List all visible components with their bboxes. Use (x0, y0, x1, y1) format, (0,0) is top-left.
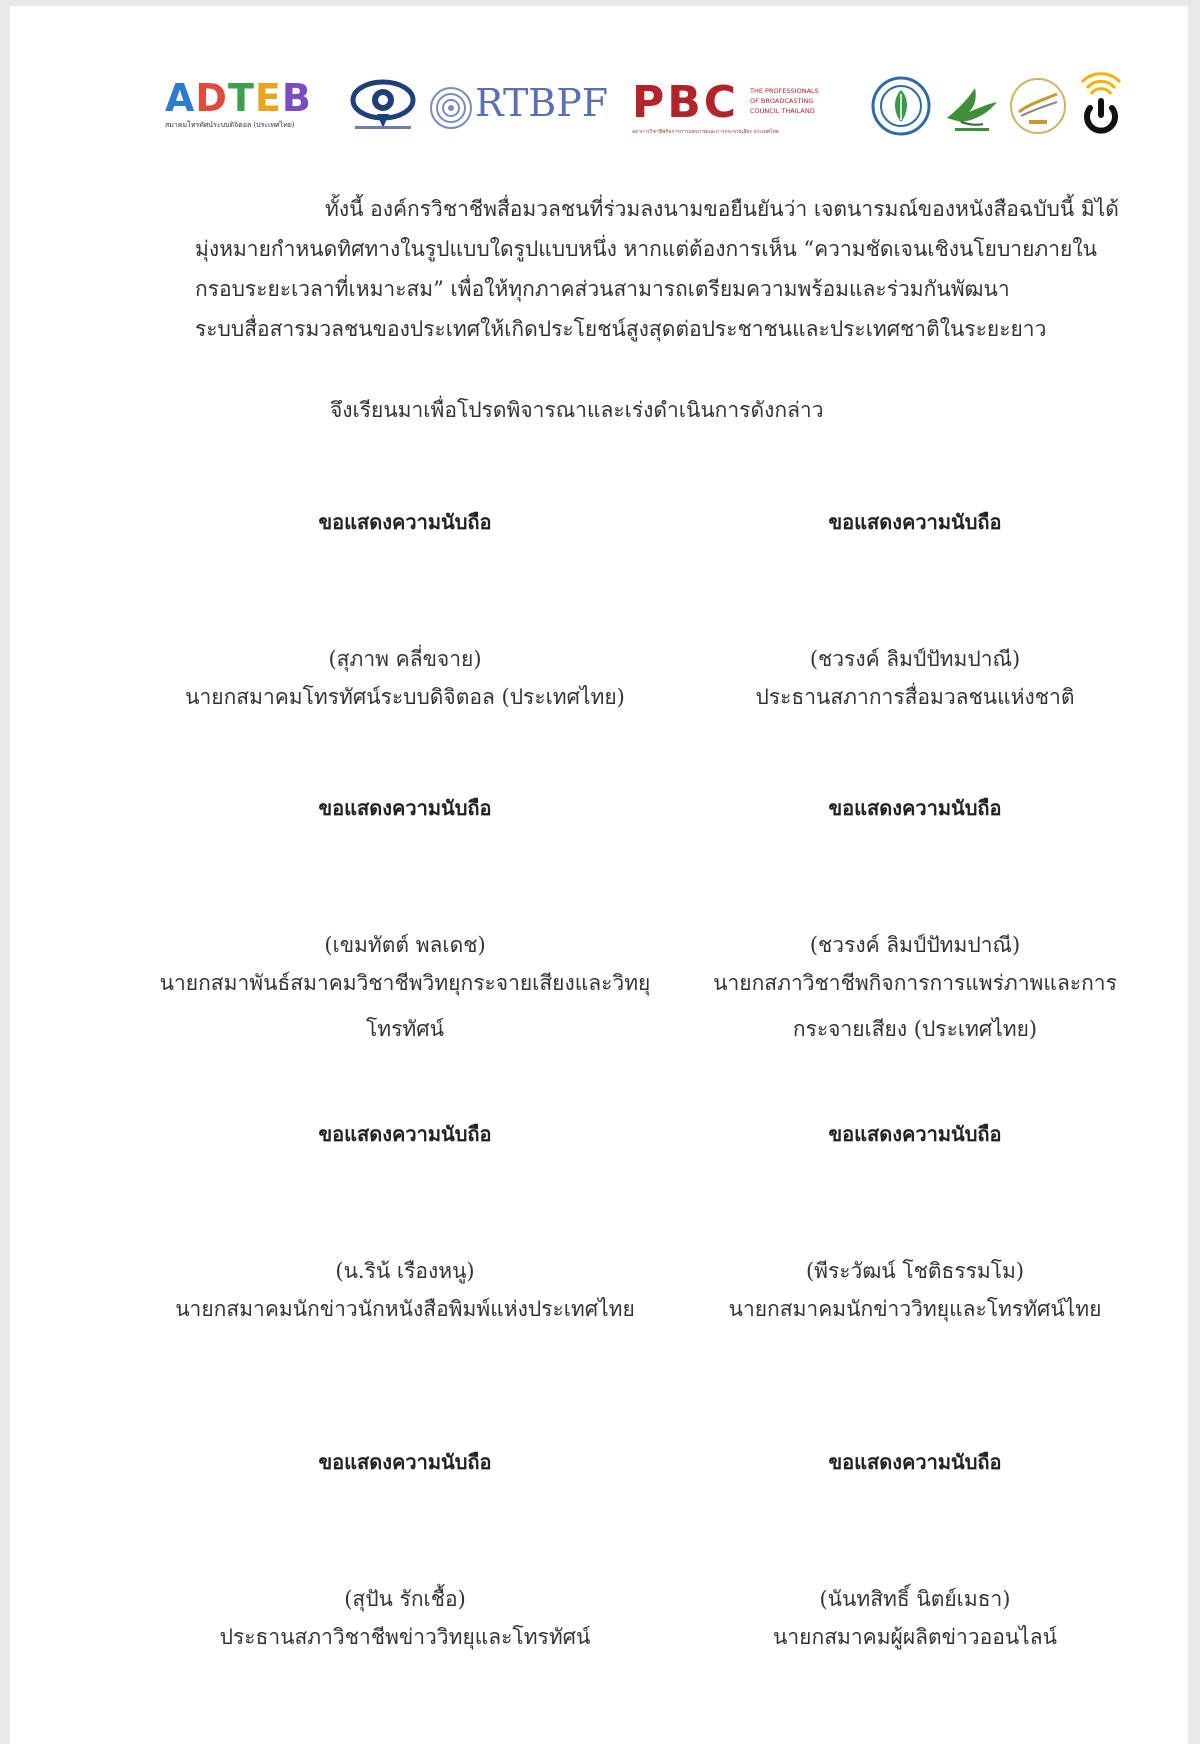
signatory-title (145, 1286, 665, 1332)
signature-greeting: ขอแสดงความนับถือ (318, 1450, 492, 1474)
pbc-subtitle: สภาการวิชาชีพกิจการการแพร่ภาพและการกระจายเสียง ประเทศไทย (632, 129, 779, 135)
signature-greeting: ขอแสดงความนับถือ (828, 1450, 1002, 1474)
body-line: กรอบระยะเวลาที่เหมาะสม” เพื่อให้ทุกภาคส่วนสามารถเตรียมความพร้อมและร่วมกันพัฒนา (195, 277, 1010, 301)
adteb-subtitle: สมาคมโทรทัศน์ระบบดิจิตอล (ประเทศไทย) (165, 121, 295, 129)
signatory-name: (สุภาพ คลี่ขจาย) (328, 647, 482, 671)
body-paragraph (195, 189, 1140, 349)
signatory-title-line: นายกสมาคมโทรทัศน์ระบบดิจิตอล (ประเทศไทย) (185, 685, 625, 709)
signature-greeting: ขอแสดงความนับถือ (828, 796, 1002, 820)
signature-block (145, 792, 665, 1041)
signatory-name: (สุปัน รักเชื้อ) (344, 1587, 466, 1611)
seal-bird-logo-icon (1007, 76, 1069, 136)
signature-greeting: ขอแสดงความนับถือ (318, 1122, 492, 1146)
pbc-side-line: OF BROADCASTING (750, 97, 814, 105)
signatory-title-line: โทรทัศน์ (366, 1017, 444, 1041)
signature-block (655, 1446, 1175, 1649)
pbc-side-line: COUNCIL THAILAND (750, 107, 815, 115)
signatory-title-line: นายกสภาวิชาชีพกิจการการแพร่ภาพและการ (713, 971, 1117, 995)
signatory-title-line: กระจายเสียง (ประเทศไทย) (792, 1017, 1038, 1041)
signatory-name: (นันทสิทธิ์ นิตย์เมธา) (819, 1587, 1011, 1611)
signatory-title-line: นายกสมาคมนักข่าววิทยุและโทรทัศน์ไทย (728, 1297, 1102, 1321)
signatory-title (655, 674, 1175, 720)
signature-greeting: ขอแสดงความนับถือ (318, 510, 492, 534)
signature-greeting: ขอแสดงความนับถือ (318, 796, 492, 820)
signatory-name: (ชวรงค์ ลิมป์ปัทมปาณี) (809, 933, 1021, 957)
eye-logo-icon (347, 74, 419, 132)
body-line: มุ่งหมายกำหนดทิศทางในรูปแบบใดรูปแบบหนึ่ง หากแต่ต้องการเห็น “ความชัดเจนเชิงนโยบายภายใน (195, 237, 1097, 261)
pbc-side-text (750, 86, 819, 116)
signatory-title-line: ประธานสภาวิชาชีพข่าววิทยุและโทรทัศน์ (219, 1625, 591, 1649)
signatory-title-line: นายกสมาพันธ์สมาคมวิชาชีพวิทยุกระจายเสียงและวิทยุ (159, 971, 651, 995)
logo-strip (165, 68, 1135, 148)
signature-block (145, 506, 665, 709)
closing-line: จึงเรียนมาเพื่อโปรดพิจารณาและเร่งดำเนินการดังกล่าว (330, 398, 824, 422)
signature-block (145, 1446, 665, 1649)
adteb-logo (165, 78, 315, 128)
signatory-title-line: นายกสมาคมนักข่าวนักหนังสือพิมพ์แห่งประเทศไทย (175, 1297, 635, 1321)
dove-logo-icon (941, 78, 1001, 136)
signatory-title-line: ประธานสภาการสื่อมวลชนแห่งชาติ (755, 685, 1075, 709)
signature-block (655, 506, 1175, 709)
pbc-logo (632, 77, 852, 138)
pbc-wordmark: PBC (632, 77, 740, 128)
signatory-name: (พีระวัฒน์ โชติธรรมโม) (805, 1259, 1025, 1283)
signature-block (655, 792, 1175, 1041)
signatory-title (145, 1614, 665, 1660)
rtbpf-wordmark: RTBPF (475, 81, 609, 125)
adteb-wordmark: ADTEB (165, 76, 312, 120)
rtbpf-logo (429, 80, 614, 136)
power-logo-icon (1077, 70, 1125, 136)
document-page (10, 6, 1188, 1744)
signature-block (655, 1118, 1175, 1321)
body-line: ทั้งนี้ องค์กรวิชาชีพสื่อมวลชนที่ร่วมลงนามขอยืนยันว่า เจตนารมณ์ของหนังสือฉบับนี้ มิได้ (325, 197, 1119, 221)
signatory-title (145, 960, 665, 1052)
signatory-title (655, 1614, 1175, 1660)
signature-greeting: ขอแสดงความนับถือ (828, 510, 1002, 534)
pbc-side-line: THE PROFESSIONALS (750, 87, 819, 95)
signatory-name: (ชวรงค์ ลิมป์ปัทมปาณี) (809, 647, 1021, 671)
rtbpf-rings-icon (429, 86, 473, 130)
signature-greeting: ขอแสดงความนับถือ (828, 1122, 1002, 1146)
seal-logo-icon (871, 76, 931, 136)
signatory-title (655, 960, 1175, 1052)
signature-block (145, 1118, 665, 1321)
signatory-title-line: นายกสมาคมผู้ผลิตข่าวออนไลน์ (773, 1625, 1057, 1649)
signatory-name: (น.ริน้ เรืองหนู) (335, 1259, 475, 1283)
signatory-title (145, 674, 665, 720)
signatory-title (655, 1286, 1175, 1332)
signatory-name: (เขมทัตต์ พลเดช) (324, 933, 486, 957)
body-line: ระบบสื่อสารมวลชนของประเทศให้เกิดประโยชน์สูงสุดต่อประชาชนและประเทศชาติในระยะยาว (195, 317, 1047, 341)
